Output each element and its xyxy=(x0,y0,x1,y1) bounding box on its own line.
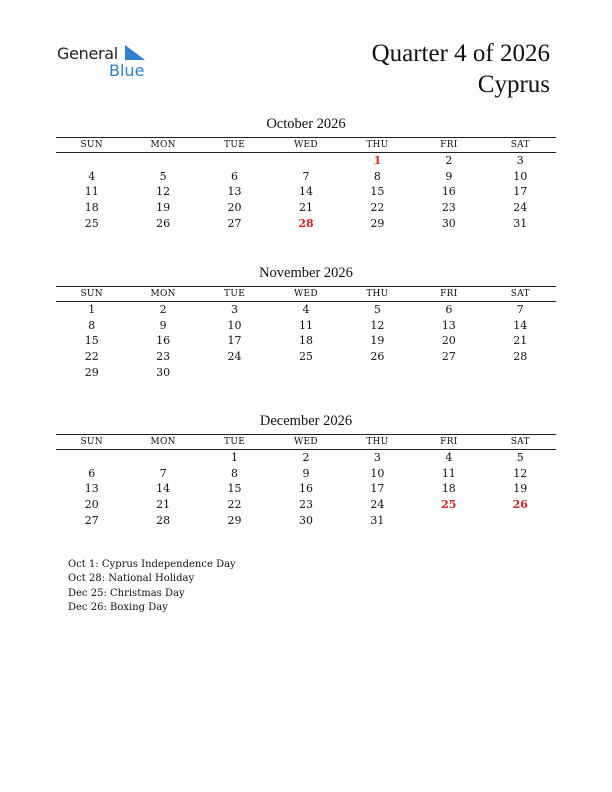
page-title xyxy=(372,38,550,100)
holiday-item: Dec 25: Christmas Day xyxy=(68,587,185,599)
weekday-header: THU xyxy=(342,287,413,302)
week-row xyxy=(56,333,556,349)
day-cell: 9 xyxy=(445,169,453,183)
day-cell: 10 xyxy=(227,318,242,332)
empty-day-cell xyxy=(127,153,198,169)
holiday-day-cell: 25 xyxy=(441,498,457,512)
week-row xyxy=(56,215,556,231)
day-cell: 4 xyxy=(88,169,96,183)
day-cell: 8 xyxy=(88,318,96,332)
calendar-grid xyxy=(56,137,556,231)
weekday-header: MON xyxy=(127,138,198,153)
month-october xyxy=(56,116,556,231)
month-december xyxy=(56,413,556,528)
weekday-header: TUE xyxy=(199,287,270,302)
day-cell: 25 xyxy=(298,350,313,364)
empty-day-cell xyxy=(199,153,270,169)
day-cell: 18 xyxy=(84,201,99,215)
day-cell: 27 xyxy=(441,350,456,364)
day-cell: 17 xyxy=(370,482,385,496)
day-cell: 30 xyxy=(156,365,171,379)
day-cell: 28 xyxy=(513,350,528,364)
title-quarter: Quarter 4 of 2026 xyxy=(371,40,550,67)
day-cell: 8 xyxy=(231,466,239,480)
day-cell: 29 xyxy=(84,365,99,379)
holiday-item: Oct 28: National Holiday xyxy=(68,573,195,585)
day-cell: 9 xyxy=(302,466,310,480)
day-cell: 13 xyxy=(227,185,242,199)
day-cell: 24 xyxy=(513,201,528,215)
day-cell: 7 xyxy=(516,303,524,317)
day-cell: 14 xyxy=(156,482,171,496)
day-cell: 26 xyxy=(156,216,171,230)
weekday-header-row xyxy=(56,435,556,450)
day-cell: 22 xyxy=(84,350,99,364)
day-cell: 5 xyxy=(159,169,167,183)
day-cell: 11 xyxy=(441,466,456,480)
day-cell: 23 xyxy=(298,498,313,512)
day-cell: 3 xyxy=(373,451,381,465)
day-cell: 17 xyxy=(227,334,242,348)
weekday-header: TUE xyxy=(199,435,270,450)
day-cell: 6 xyxy=(231,169,239,183)
week-row xyxy=(56,169,556,185)
logo-word-blue: Blue xyxy=(109,61,145,80)
week-row xyxy=(56,302,556,318)
day-cell: 16 xyxy=(441,185,456,199)
day-cell: 28 xyxy=(156,513,171,527)
day-cell: 3 xyxy=(516,154,524,168)
day-cell: 27 xyxy=(84,513,99,527)
holiday-item: Dec 26: Boxing Day xyxy=(68,601,168,613)
logo-triangle-icon xyxy=(123,45,147,61)
week-row xyxy=(56,497,556,513)
day-cell: 29 xyxy=(227,513,242,527)
weekday-header: SUN xyxy=(56,287,127,302)
empty-day-cell xyxy=(342,364,413,380)
day-cell: 18 xyxy=(441,482,456,496)
day-cell: 12 xyxy=(370,318,385,332)
weekday-header: SUN xyxy=(56,435,127,450)
day-cell: 6 xyxy=(445,303,453,317)
week-row xyxy=(56,200,556,216)
day-cell: 17 xyxy=(513,185,528,199)
day-cell: 16 xyxy=(156,334,171,348)
week-row xyxy=(56,512,556,528)
weekday-header-row xyxy=(56,138,556,153)
weekday-header: FRI xyxy=(413,138,484,153)
day-cell: 19 xyxy=(370,334,385,348)
empty-day-cell xyxy=(270,153,341,169)
day-cell: 19 xyxy=(513,482,528,496)
title-country: Cyprus xyxy=(477,71,550,98)
day-cell: 24 xyxy=(370,498,385,512)
day-cell: 2 xyxy=(302,451,310,465)
month-title: December 2026 xyxy=(259,413,353,429)
day-cell: 15 xyxy=(370,185,385,199)
month-title: October 2026 xyxy=(266,116,346,132)
weekday-header: WED xyxy=(270,138,341,153)
day-cell: 31 xyxy=(370,513,385,527)
day-cell: 25 xyxy=(84,216,99,230)
day-cell: 21 xyxy=(156,498,171,512)
weekday-header: THU xyxy=(342,435,413,450)
week-row xyxy=(56,450,556,466)
day-cell: 20 xyxy=(441,334,456,348)
day-cell: 20 xyxy=(84,498,99,512)
day-cell: 7 xyxy=(302,169,310,183)
week-row xyxy=(56,318,556,334)
day-cell: 2 xyxy=(445,154,453,168)
day-cell: 12 xyxy=(513,466,528,480)
holiday-day-cell: 1 xyxy=(373,154,382,168)
day-cell: 24 xyxy=(227,350,242,364)
day-cell: 26 xyxy=(370,350,385,364)
logo-word-general: General xyxy=(57,44,118,63)
holiday-day-cell: 28 xyxy=(298,216,314,230)
day-cell: 11 xyxy=(84,185,99,199)
day-cell: 7 xyxy=(159,466,167,480)
day-cell: 12 xyxy=(156,185,171,199)
weekday-header: SAT xyxy=(485,287,556,302)
day-cell: 14 xyxy=(298,185,313,199)
day-cell: 21 xyxy=(513,334,528,348)
weekday-header: MON xyxy=(127,287,198,302)
empty-day-cell xyxy=(485,364,556,380)
day-cell: 23 xyxy=(441,201,456,215)
weekday-header-row xyxy=(56,287,556,302)
day-cell: 11 xyxy=(298,318,313,332)
day-cell: 5 xyxy=(516,451,524,465)
day-cell: 8 xyxy=(373,169,381,183)
week-row xyxy=(56,364,556,380)
week-row xyxy=(56,349,556,365)
calendar-grid xyxy=(56,434,556,528)
logo xyxy=(57,44,167,84)
holiday-day-cell: 26 xyxy=(512,498,528,512)
day-cell: 10 xyxy=(370,466,385,480)
day-cell: 13 xyxy=(84,482,99,496)
week-row xyxy=(56,481,556,497)
day-cell: 31 xyxy=(513,216,528,230)
day-cell: 14 xyxy=(513,318,528,332)
calendar-grid xyxy=(56,286,556,380)
weekday-header: MON xyxy=(127,435,198,450)
weekday-header: SUN xyxy=(56,138,127,153)
holiday-list xyxy=(68,558,236,615)
empty-day-cell xyxy=(127,450,198,466)
day-cell: 13 xyxy=(441,318,456,332)
day-cell: 27 xyxy=(227,216,242,230)
day-cell: 4 xyxy=(445,451,453,465)
weekday-header: FRI xyxy=(413,287,484,302)
day-cell: 30 xyxy=(441,216,456,230)
day-cell: 21 xyxy=(298,201,313,215)
day-cell: 18 xyxy=(298,334,313,348)
day-cell: 15 xyxy=(227,482,242,496)
empty-day-cell xyxy=(270,364,341,380)
weekday-header: WED xyxy=(270,435,341,450)
day-cell: 1 xyxy=(231,451,239,465)
day-cell: 4 xyxy=(302,303,310,317)
empty-day-cell xyxy=(56,450,127,466)
day-cell: 22 xyxy=(370,201,385,215)
day-cell: 9 xyxy=(159,318,167,332)
day-cell: 22 xyxy=(227,498,242,512)
day-cell: 30 xyxy=(298,513,313,527)
day-cell: 5 xyxy=(373,303,381,317)
weekday-header: SAT xyxy=(485,138,556,153)
weekday-header: WED xyxy=(270,287,341,302)
weekday-header: FRI xyxy=(413,435,484,450)
day-cell: 19 xyxy=(156,201,171,215)
empty-day-cell xyxy=(199,364,270,380)
day-cell: 23 xyxy=(156,350,171,364)
week-row xyxy=(56,184,556,200)
day-cell: 10 xyxy=(513,169,528,183)
day-cell: 15 xyxy=(84,334,99,348)
month-title: November 2026 xyxy=(259,265,353,281)
day-cell: 1 xyxy=(88,303,96,317)
day-cell: 3 xyxy=(231,303,239,317)
day-cell: 29 xyxy=(370,216,385,230)
weekday-header: TUE xyxy=(199,138,270,153)
empty-day-cell xyxy=(413,364,484,380)
day-cell: 6 xyxy=(88,466,96,480)
weekday-header: THU xyxy=(342,138,413,153)
empty-day-cell xyxy=(413,512,484,528)
weekday-header: SAT xyxy=(485,435,556,450)
month-november xyxy=(56,265,556,380)
empty-day-cell xyxy=(56,153,127,169)
empty-day-cell xyxy=(485,512,556,528)
day-cell: 16 xyxy=(298,482,313,496)
day-cell: 2 xyxy=(159,303,167,317)
week-row xyxy=(56,153,556,169)
day-cell: 20 xyxy=(227,201,242,215)
holiday-item: Oct 1: Cyprus Independence Day xyxy=(68,559,236,570)
week-row xyxy=(56,466,556,482)
